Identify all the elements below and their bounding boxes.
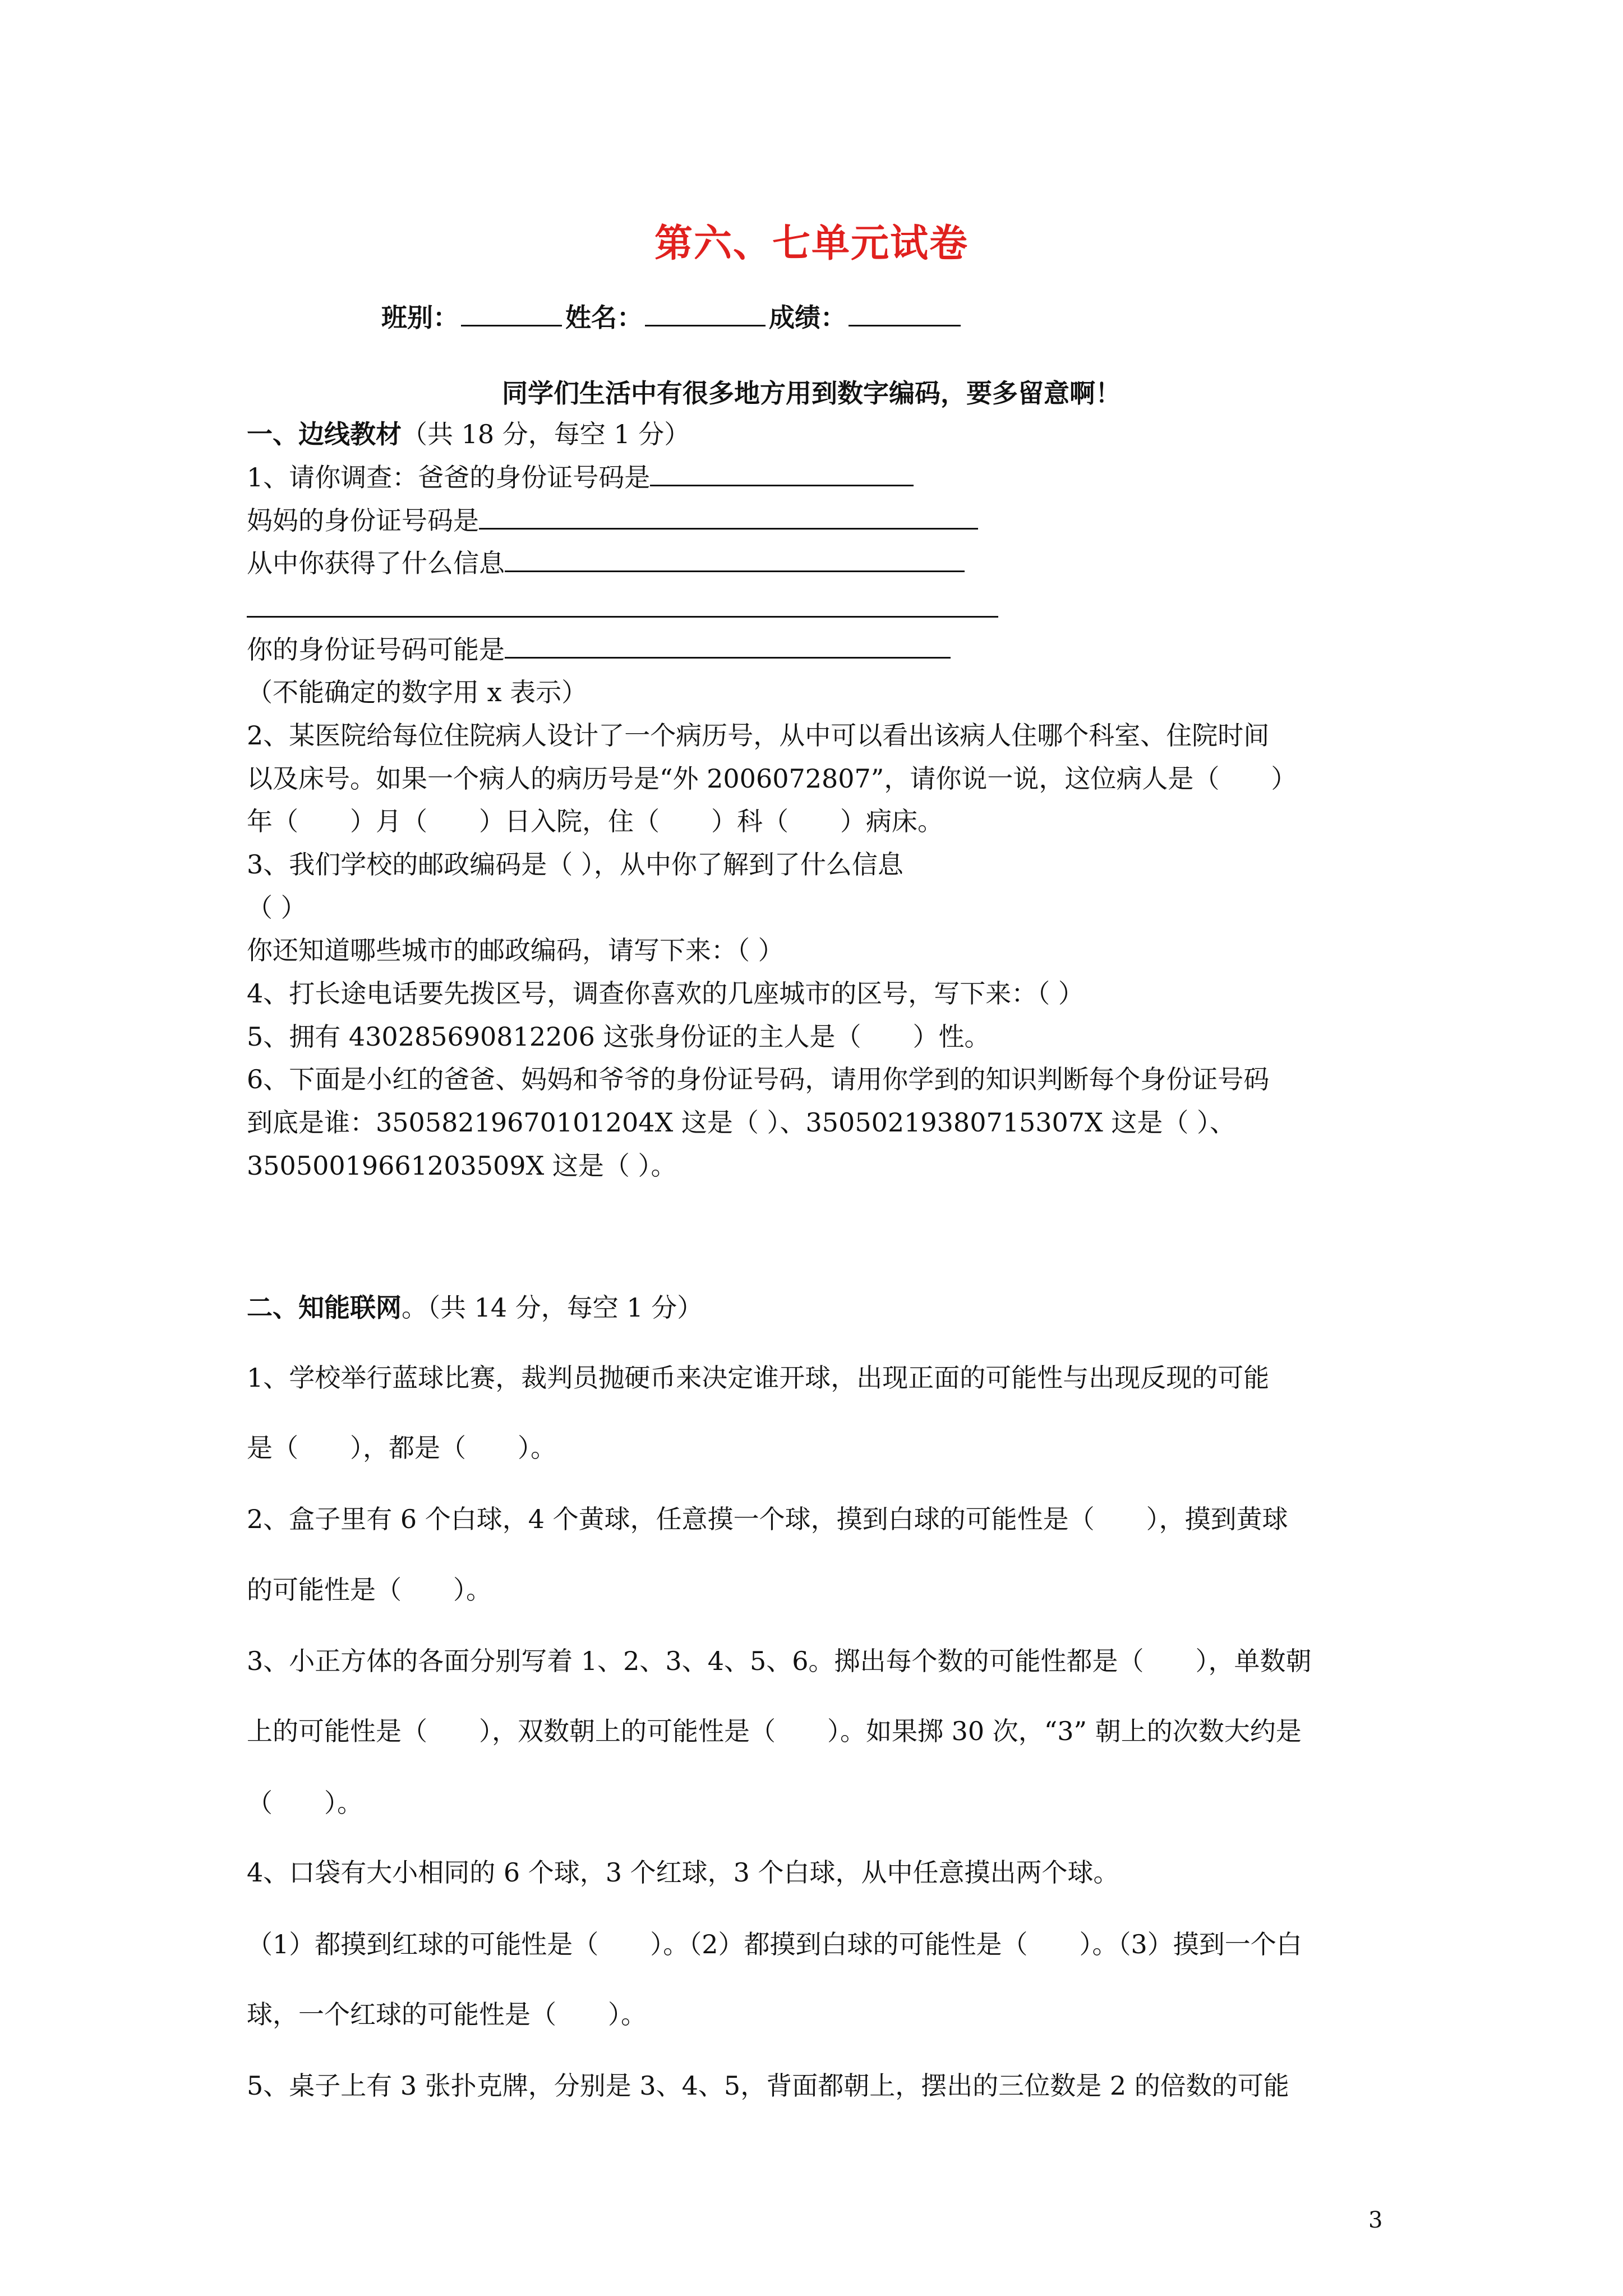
q3-line1: 3、我们学校的邮政编码是（ ），从中你了解到了什么信息 bbox=[247, 849, 903, 880]
q1-father-text: 1、请你调查：爸爸的身份证号码是 bbox=[247, 462, 651, 493]
section2-heading-row bbox=[247, 1287, 703, 1324]
name-label: 姓名： bbox=[565, 302, 643, 333]
section1-note: （共 18 分，每空 1 分） bbox=[402, 419, 690, 449]
page-number: 3 bbox=[1368, 2207, 1383, 2233]
page-title: 第六、七单元试卷 bbox=[654, 221, 969, 266]
s2-q4-line3: 球，一个红球的可能性是（ ）。 bbox=[247, 1999, 647, 2030]
score-label: 成绩： bbox=[769, 302, 846, 333]
student-info-row bbox=[381, 297, 964, 334]
section2-heading: 二、知能联网 bbox=[247, 1292, 402, 1323]
s2-q1-line2: 是（ ），都是（ ）。 bbox=[247, 1433, 556, 1463]
name-blank[interactable] bbox=[645, 302, 766, 326]
s2-q2-line2: 的可能性是（ ）。 bbox=[247, 1575, 492, 1605]
q3-line3: 你还知道哪些城市的邮政编码，请写下来：（ ） bbox=[247, 935, 784, 965]
class-label: 班别： bbox=[381, 302, 459, 333]
q1-father-blank[interactable] bbox=[650, 462, 914, 486]
q1-info-blank-line2[interactable] bbox=[247, 616, 998, 618]
q2-line2: 以及床号。如果一个病人的病历号是“外 2006072807”，请你说一说，这位病人是（ ） bbox=[247, 763, 1297, 794]
q1-mother-blank[interactable] bbox=[479, 505, 978, 530]
s2-q4-line1: 4、口袋有大小相同的 6 个球，3 个红球，3 个白球，从中任意摸出两个球。 bbox=[247, 1857, 1119, 1888]
s2-q3-line1: 3、小正方体的各面分别写着 1、2、3、4、5、6。掷出每个数的可能性都是（ ），单数朝 bbox=[247, 1646, 1312, 1676]
q3-line2: （ ） bbox=[247, 892, 307, 923]
q5-line: 5、拥有 430285690812206 这张身份证的主人是（ ）性。 bbox=[247, 1022, 990, 1052]
section2-note: 。（共 14 分，每空 1 分） bbox=[402, 1292, 703, 1323]
s2-q2-line1: 2、盒子里有 6 个白球，4 个黄球，任意摸一个球，摸到白球的可能性是（ ），摸到黄球 bbox=[247, 1504, 1288, 1534]
q6-line1: 6、下面是小红的爸爸、妈妈和爷爷的身份证号码，请用你学到的知识判断每个身份证号码 bbox=[247, 1064, 1270, 1094]
q1-info-row bbox=[247, 543, 965, 580]
s2-q3-line3: （ ）。 bbox=[247, 1788, 363, 1818]
score-blank[interactable] bbox=[849, 302, 961, 326]
q1-info-blank[interactable] bbox=[505, 548, 965, 572]
section1-heading-row bbox=[247, 414, 690, 451]
s2-q3-line2: 上的可能性是（ ），双数朝上的可能性是（ ）。如果掷 30 次，“3” 朝上的次数大约是 bbox=[247, 1716, 1302, 1746]
q6-line3: 35050019661203509X 这是（ ）。 bbox=[247, 1151, 677, 1181]
q1-father-row bbox=[247, 457, 914, 494]
q1-own-blank[interactable] bbox=[505, 634, 951, 659]
q2-line1: 2、某医院给每位住院病人设计了一个病历号，从中可以看出该病人住哪个科室、住院时间 bbox=[247, 720, 1270, 751]
q1-own-text: 你的身份证号码可能是 bbox=[247, 634, 505, 665]
s2-q4-line2: （1）都摸到红球的可能性是（ ）。（2）都摸到白球的可能性是（ ）。（3）摸到一个白 bbox=[247, 1929, 1302, 1959]
q2-line3: 年（ ）月（ ）日入院，住（ ）科（ ）病床。 bbox=[247, 806, 943, 836]
section1-heading: 一、边线教材 bbox=[247, 419, 402, 449]
s2-q5-line1: 5、桌子上有 3 张扑克牌，分别是 3、4、5，背面都朝上，摆出的三位数是 2 的倍数的可能 bbox=[247, 2070, 1289, 2101]
q1-mother-row bbox=[247, 500, 978, 537]
class-blank[interactable] bbox=[461, 302, 562, 326]
q6-line2: 到底是谁：3505821967010120​4X 这是（ ）、35050219380715307X 这是（ ）、 bbox=[247, 1107, 1236, 1138]
q1-own-row bbox=[247, 629, 951, 666]
q1-hint: （不能确定的数字用 x 表示） bbox=[247, 677, 588, 707]
q1-mother-text: 妈妈的身份证号码是 bbox=[247, 505, 479, 536]
s2-q1-line1: 1、学校举行蓝球比赛，裁判员抛硬币来决定谁开球，出现正面的可能性与出现反现的可能 bbox=[247, 1363, 1270, 1393]
q4-line: 4、打长途电话要先拨区号，调查你喜欢的几座城市的区号，写下来：（ ） bbox=[247, 978, 1084, 1009]
q1-info-text: 从中你获得了什么信息 bbox=[247, 548, 505, 578]
reminder-text: 同学们生活中有很多地方用到数字编码，要多留意啊！ bbox=[502, 378, 1121, 408]
